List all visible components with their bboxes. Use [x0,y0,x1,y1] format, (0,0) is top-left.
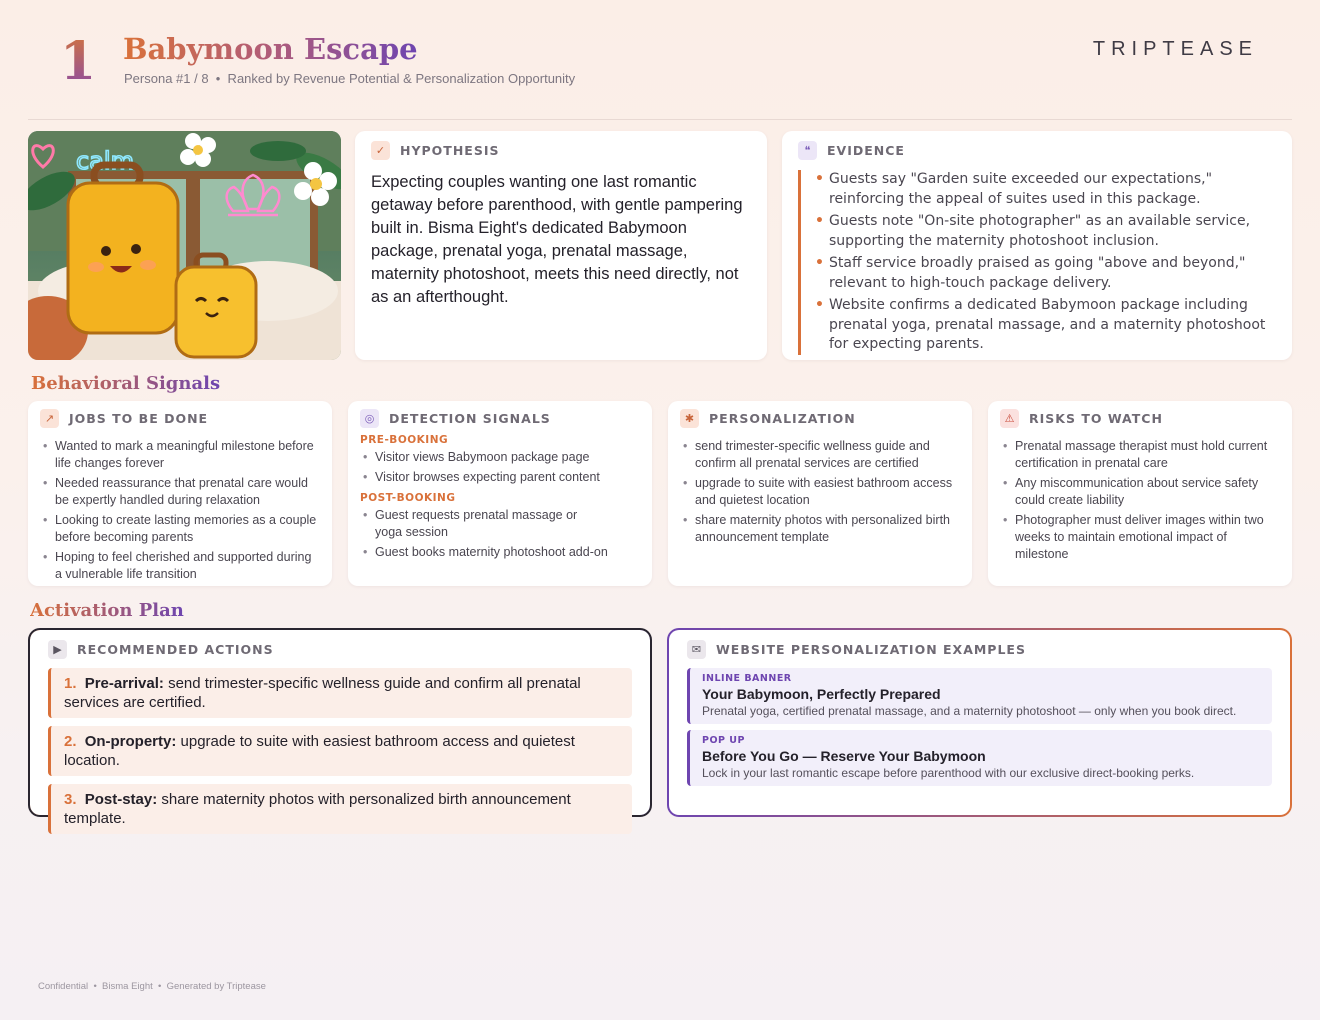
list-item: • Visitor views Babymoon package page [360,449,640,466]
page-subtitle: Persona #1 / 8 • Ranked by Revenue Potential & Personalization Opportunity [124,71,576,86]
pre-booking-label: PRE-BOOKING [360,434,449,446]
jobs-heading [40,409,320,428]
website-personalization-panel [667,628,1292,817]
detection-signals-card [348,401,652,586]
hypothesis-label: HYPOTHESIS [400,143,500,158]
personalization-label: PERSONALIZATION [709,411,856,426]
neon-calm-sign: calm [76,147,134,175]
example-tag: INLINE BANNER [702,673,792,684]
action-label: On-property: [84,733,177,750]
action-item-on-property [48,726,632,776]
actions-heading [48,640,632,659]
example-headline: Your Babymoon, Perfectly Prepared [702,686,941,702]
action-text: send trimester-specific wellness guide and confirm all prenatal services are certified. [64,675,581,711]
list-item: • Photographer must deliver images within two weeks to maintain emotional impact of milestone [1000,512,1280,563]
hypothesis-heading [371,141,751,160]
evidence-heading [798,141,1276,160]
check-icon: ✓ [371,141,390,160]
action-number: 3. [64,791,77,808]
activation-plan-title: Activation Plan [30,600,184,621]
example-pop-up [687,730,1272,786]
persona-rank: 1 [60,31,97,92]
list-item: • Wanted to mark a meaningful milestone before life changes forever [40,438,320,472]
evidence-item: • Guests say "Garden suite exceeded our expectations," reinforcing the appeal of suites used in this package. [815,170,1276,209]
hypothesis-text: Expecting couples wanting one last romantic getaway before parenthood, with gentle pampering built in. Bisma Eight's dedicated Babymoon package, prenatal yoga, prenatal massage, maternity photoshoot, meets this need directly, not as an afterthought. [371,173,743,306]
evidence-item: • Website confirms a dedicated Babymoon package including prenatal yoga, prenatal massage, and a maternity photoshoot for expecting parents. [815,296,1276,355]
website-label: WEBSITE PERSONALIZATION EXAMPLES [716,642,1026,657]
actions-label: RECOMMENDED ACTIONS [77,642,274,657]
detection-label: DETECTION SIGNALS [389,411,551,426]
brand-logo: TRIPTEASE [1092,38,1258,60]
risks-card [988,401,1292,586]
example-tag: POP UP [702,735,745,746]
evidence-list [798,170,1276,355]
personalization-card [668,401,972,586]
quote-icon: ❝ [798,141,817,160]
detection-heading [360,409,640,428]
example-body: Prenatal yoga, certified prenatal massage, and a maternity photoshoot — only when you book direct. [702,704,1237,718]
evidence-item: • Staff service broadly praised as going "above and beyond," relevant to high-touch package delivery. [815,254,1276,293]
evidence-label: EVIDENCE [827,143,905,158]
personalization-heading [680,409,960,428]
action-item-post-stay [48,784,632,834]
risks-list [1000,438,1280,563]
list-item: • Hoping to feel cherished and supported during a vulnerable life transition [40,549,320,583]
list-item: • Looking to create lasting memories as a couple before becoming parents [40,512,320,546]
example-body: Lock in your last romantic escape before parenthood with our exclusive direct-booking perks. [702,766,1195,780]
evidence-card [782,131,1292,360]
list-item: • Visitor browses expecting parent content [360,469,640,486]
list-item: • Guest books maternity photoshoot add-on [360,544,640,561]
envelope-icon: ✉ [687,640,706,659]
target-icon: ◎ [360,409,379,428]
jobs-label: JOBS TO BE DONE [69,411,209,426]
page-title: Babymoon Escape [123,32,418,66]
list-item: • Prenatal massage therapist must hold current certification in prenatal care [1000,438,1280,472]
page-footer: Confidential • Bisma Eight • Generated by Triptease [38,981,266,992]
play-icon: ▶ [48,640,67,659]
jobs-to-be-done-card [28,401,332,586]
action-item-pre-arrival [48,668,632,718]
action-label: Post-stay: [84,791,158,808]
recommended-actions-panel [28,628,652,827]
hypothesis-card [355,131,767,360]
sparkle-icon: ✱ [680,409,699,428]
header-divider [28,119,1292,120]
trend-arrow-icon: ↗ [40,409,59,428]
warning-icon: ⚠ [1000,409,1019,428]
jobs-list [40,438,320,583]
post-booking-label: POST-BOOKING [360,492,456,504]
example-inline-banner [687,668,1272,724]
action-label: Pre-arrival: [84,675,164,692]
list-item: • send trimester-specific wellness guide and confirm all prenatal services are certified [680,438,960,472]
risks-heading [1000,409,1280,428]
website-heading [687,640,1272,659]
hero-illustration [28,131,341,360]
action-number: 1. [64,675,77,692]
list-item: • upgrade to suite with easiest bathroom access and quietest location [680,475,960,509]
list-item: • Guest requests prenatal massage or yoga session [360,507,640,541]
action-text: share maternity photos with personalized birth announcement template. [64,791,571,827]
action-number: 2. [64,733,77,750]
page-header [0,0,1320,120]
behavioral-signals-title: Behavioral Signals [31,373,221,394]
post-booking-list [360,507,640,561]
evidence-item: • Guests note "On-site photographer" as an available service, supporting the maternity photoshoot inclusion. [815,212,1276,251]
action-text: upgrade to suite with easiest bathroom access and quietest location. [64,733,575,769]
list-item: • Any miscommunication about service safety could create liability [1000,475,1280,509]
example-headline: Before You Go — Reserve Your Babymoon [702,748,986,764]
pre-booking-list [360,449,640,486]
personalization-list [680,438,960,546]
list-item: • share maternity photos with personalized birth announcement template [680,512,960,546]
list-item: • Needed reassurance that prenatal care would be expertly handled during relaxation [40,475,320,509]
risks-label: RISKS TO WATCH [1029,411,1163,426]
